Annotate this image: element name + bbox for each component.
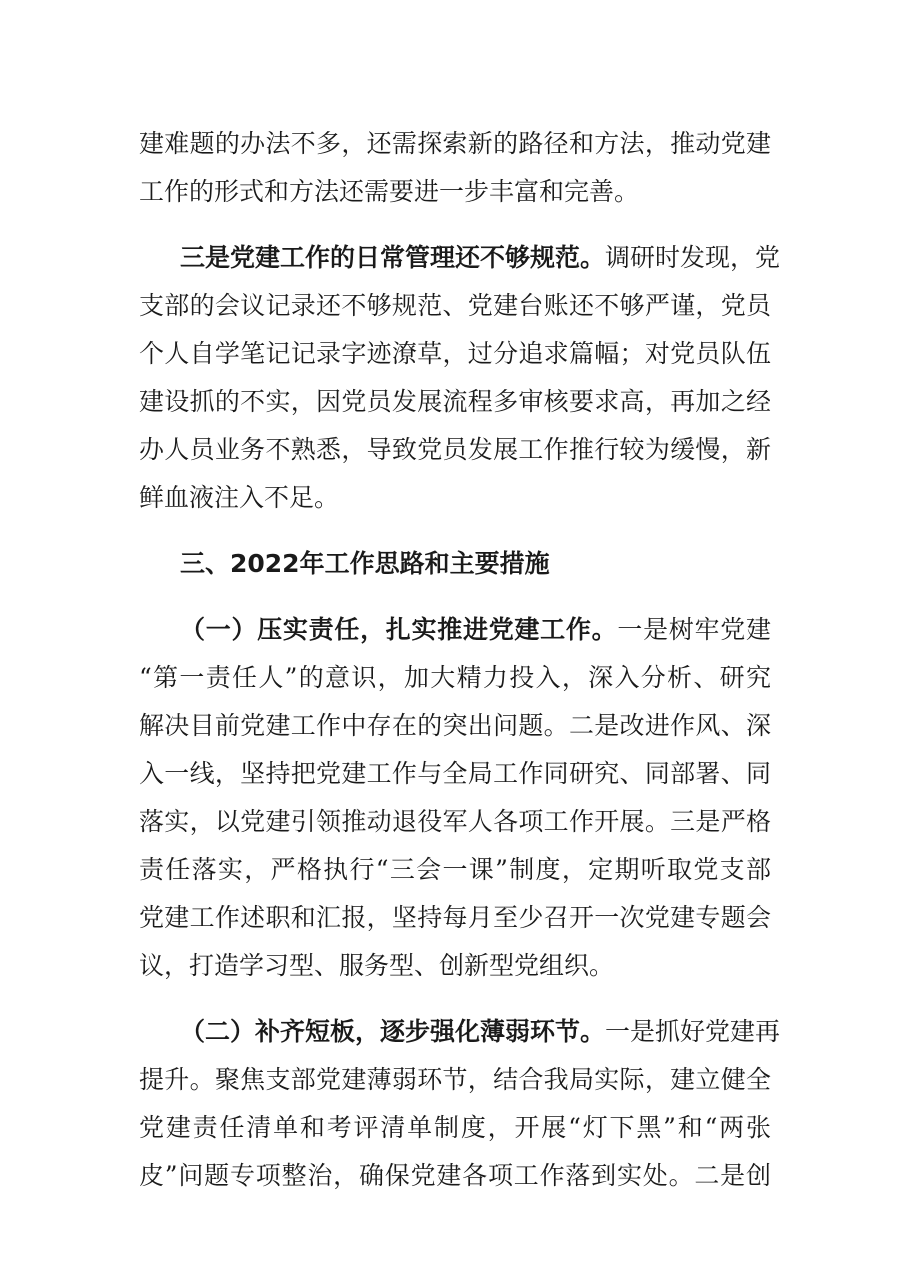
paragraph-3-line-1 [180, 612, 771, 648]
paragraph-1-line-2: 工作的形式和方法还需要进一步丰富和完善。 [139, 177, 640, 206]
paragraph-3-line-8: 议，打造学习型、服务型、创新型党组织。 [139, 951, 615, 980]
paragraph-2-line-5: 办人员业务不熟悉，导致党员发展工作推行较为缓慢，新 [139, 435, 771, 464]
paragraph-4-line-3: 党建责任清单和考评清单制度，开展“灯下黑”和“两张 [139, 1113, 771, 1142]
paragraph-4-line-1 [180, 1014, 781, 1050]
paragraph-4-lead-bold: （二）补齐短板，逐步强化薄弱环节。 [180, 1017, 606, 1046]
paragraph-2-line-4: 建设抓的不实，因党员发展流程多审核要求高，再加之经 [139, 387, 771, 416]
paragraph-3-line-3: 解决目前党建工作中存在的突出问题。二是改进作风、深 [139, 711, 771, 740]
paragraph-4-lead-rest: 一是抓好党建再 [605, 1017, 781, 1046]
paragraph-2-line-2: 支部的会议记录还不够规范、党建台账还不够严谨，党员 [139, 291, 771, 320]
paragraph-2-line-3: 个人自学笔记记录字迹潦草，过分追求篇幅；对党员队伍 [139, 339, 771, 368]
paragraph-2-line-6: 鲜血液注入不足。 [139, 483, 340, 512]
paragraph-3-lead-rest: 一是树牢党建 [617, 615, 771, 644]
paragraph-4-line-4: 皮”问题专项整治，确保党建各项工作落到实处。二是创 [139, 1161, 771, 1190]
paragraph-3-line-5: 落实，以党建引领推动退役军人各项工作开展。三是严格 [139, 807, 771, 836]
section-heading: 三、2022年工作思路和主要措施 [180, 549, 550, 578]
paragraph-1-line-1: 建难题的办法不多，还需探索新的路径和方法，推动党建 [139, 129, 771, 158]
paragraph-2-line-1 [180, 240, 781, 276]
paragraph-2-lead-rest: 调研时发现，党 [605, 243, 781, 272]
paragraph-3-lead-bold: （一）压实责任，扎实推进党建工作。 [180, 615, 618, 644]
paragraph-3-line-4: 入一线，坚持把党建工作与全局工作同研究、同部署、同 [139, 759, 771, 788]
paragraph-3-line-7: 党建工作述职和汇报，坚持每月至少召开一次党建专题会 [139, 903, 771, 932]
paragraph-2-lead-bold: 三是党建工作的日常管理还不够规范。 [180, 243, 606, 272]
paragraph-3-line-2: “第一责任人”的意识，加大精力投入，深入分析、研究 [139, 663, 771, 692]
paragraph-3-line-6: 责任落实，严格执行“三会一课”制度，定期听取党支部 [139, 855, 771, 884]
paragraph-4-line-2: 提升。聚焦支部党建薄弱环节，结合我局实际，建立健全 [139, 1065, 771, 1094]
